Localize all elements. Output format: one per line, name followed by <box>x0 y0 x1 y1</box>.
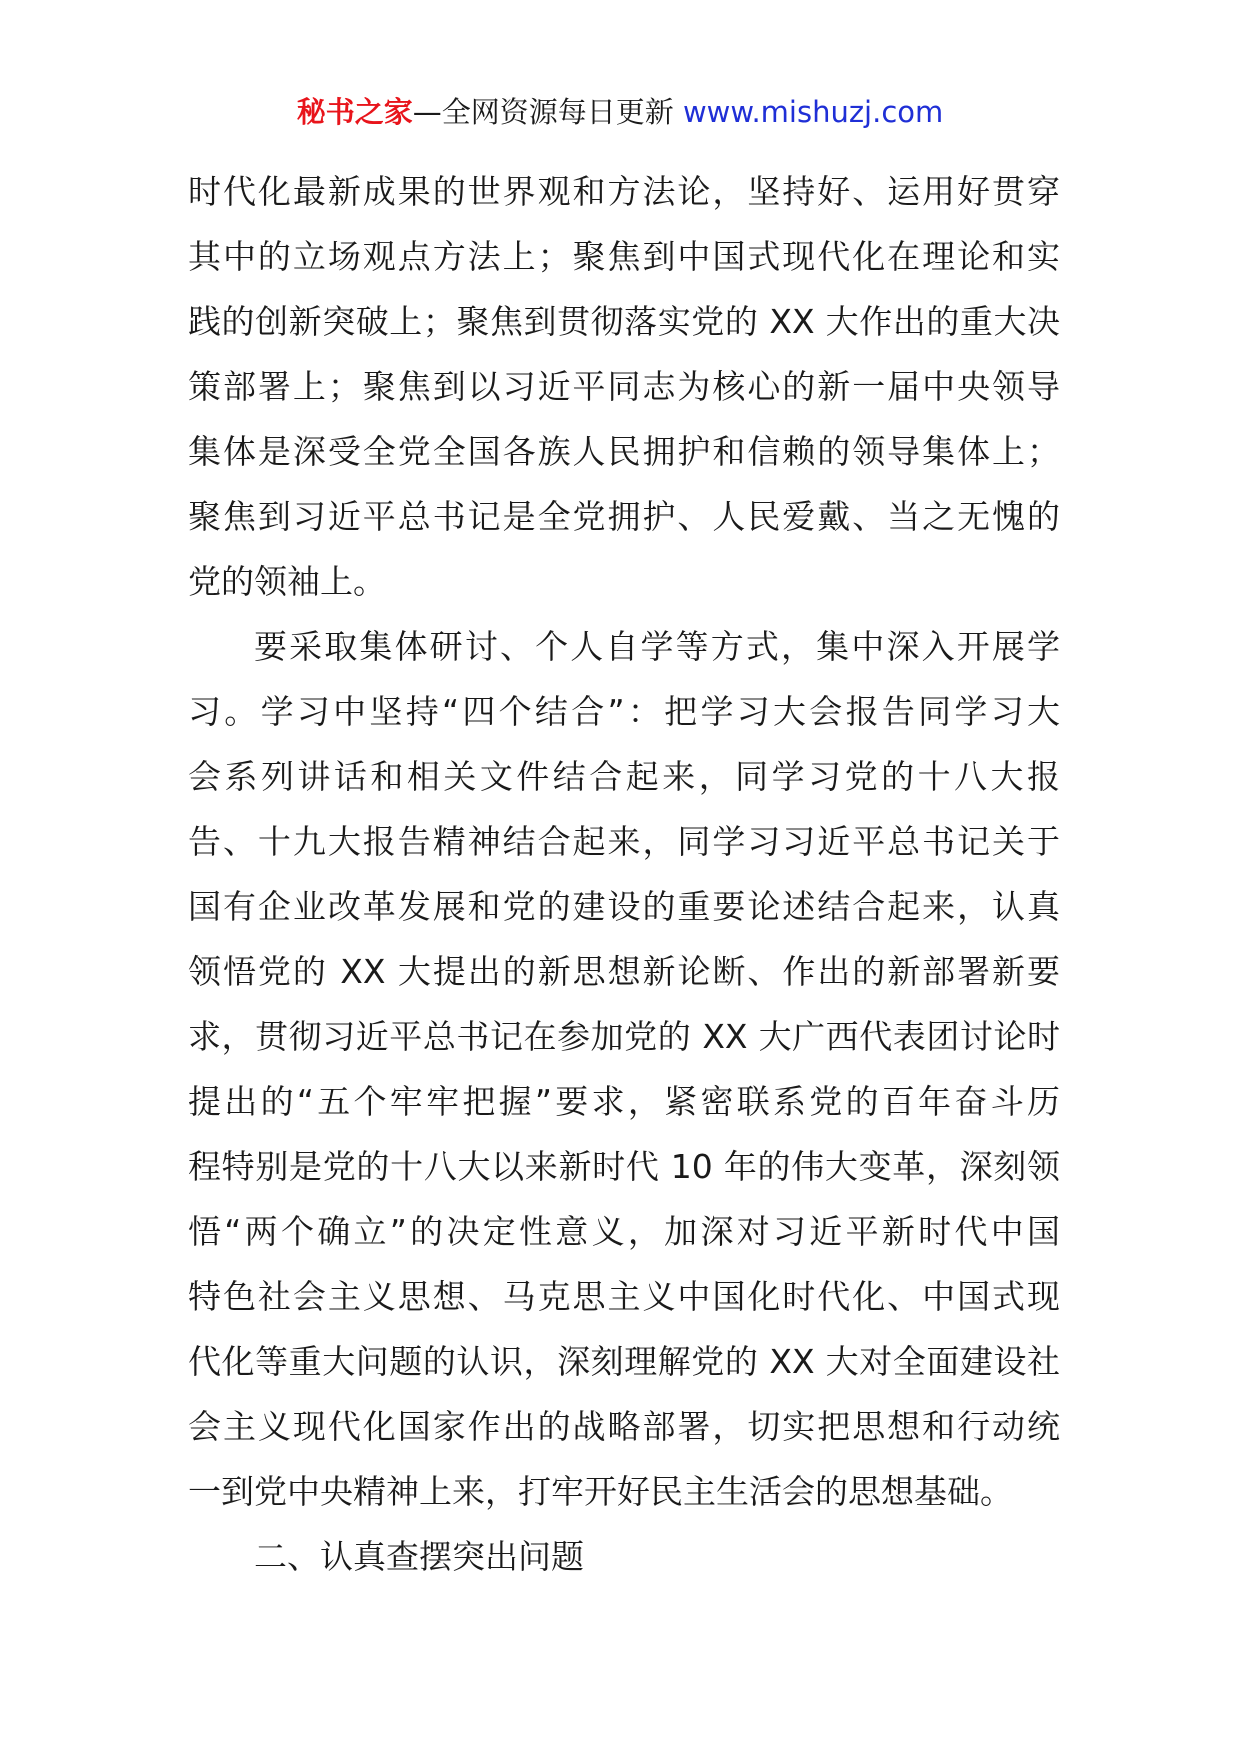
body-line: 告、十九大报告精神结合起来，同学习习近平总书记关于 <box>188 822 1060 861</box>
body-line: 策部署上；聚焦到以习近平同志为核心的新一届中央领导 <box>188 367 1060 406</box>
body-line: 领悟党的 XX 大提出的新思想新论断、作出的新部署新要 <box>188 952 1060 991</box>
site-brand: 秘书之家 <box>296 95 413 129</box>
body-line: 会系列讲话和相关文件结合起来，同学习党的十八大报 <box>188 757 1060 796</box>
body-line: 特色社会主义思想、马克思主义中国化时代化、中国式现 <box>188 1277 1060 1316</box>
site-url-link[interactable]: www.mishuzj.com <box>682 95 944 129</box>
paragraph-start-line: 要采取集体研讨、个人自学等方式，集中深入开展学 <box>254 627 1060 666</box>
body-line: 其中的立场观点方法上；聚焦到中国式现代化在理论和实 <box>188 237 1060 276</box>
body-line: 悟“两个确立”的决定性意义，加深对习近平新时代中国 <box>188 1212 1060 1251</box>
body-line: 程特别是党的十八大以来新时代 10 年的伟大变革，深刻领 <box>188 1147 1060 1186</box>
body-line: 代化等重大问题的认识，深刻理解党的 XX 大对全面建设社 <box>188 1342 1060 1381</box>
body-line: 国有企业改革发展和党的建设的重要论述结合起来，认真 <box>188 887 1060 926</box>
document-body <box>188 159 1060 1589</box>
site-header <box>0 92 1240 132</box>
body-line: 集体是深受全党全国各族人民拥护和信赖的领导集体上； <box>188 432 1060 471</box>
body-line: 党的领袖上。 <box>188 562 386 601</box>
body-line: 求，贯彻习近平总书记在参加党的 XX 大广西代表团讨论时 <box>188 1017 1060 1056</box>
section-heading: 二、认真查摆突出问题 <box>254 1537 584 1576</box>
body-line: 聚焦到习近平总书记是全党拥护、人民爱戴、当之无愧的 <box>188 497 1060 536</box>
body-line: 习。学习中坚持“四个结合”：把学习大会报告同学习大 <box>188 692 1060 731</box>
body-line: 时代化最新成果的世界观和方法论，坚持好、运用好贯穿 <box>188 172 1060 211</box>
body-line: 践的创新突破上；聚焦到贯彻落实党的 XX 大作出的重大决 <box>188 302 1060 341</box>
body-line: 会主义现代化国家作出的战略部署，切实把思想和行动统 <box>188 1407 1060 1446</box>
site-tagline: —全网资源每日更新 <box>412 95 674 129</box>
body-line: 一到党中央精神上来，打牢开好民主生活会的思想基础。 <box>188 1472 1013 1511</box>
body-line: 提出的“五个牢牢把握”要求，紧密联系党的百年奋斗历 <box>188 1082 1060 1121</box>
